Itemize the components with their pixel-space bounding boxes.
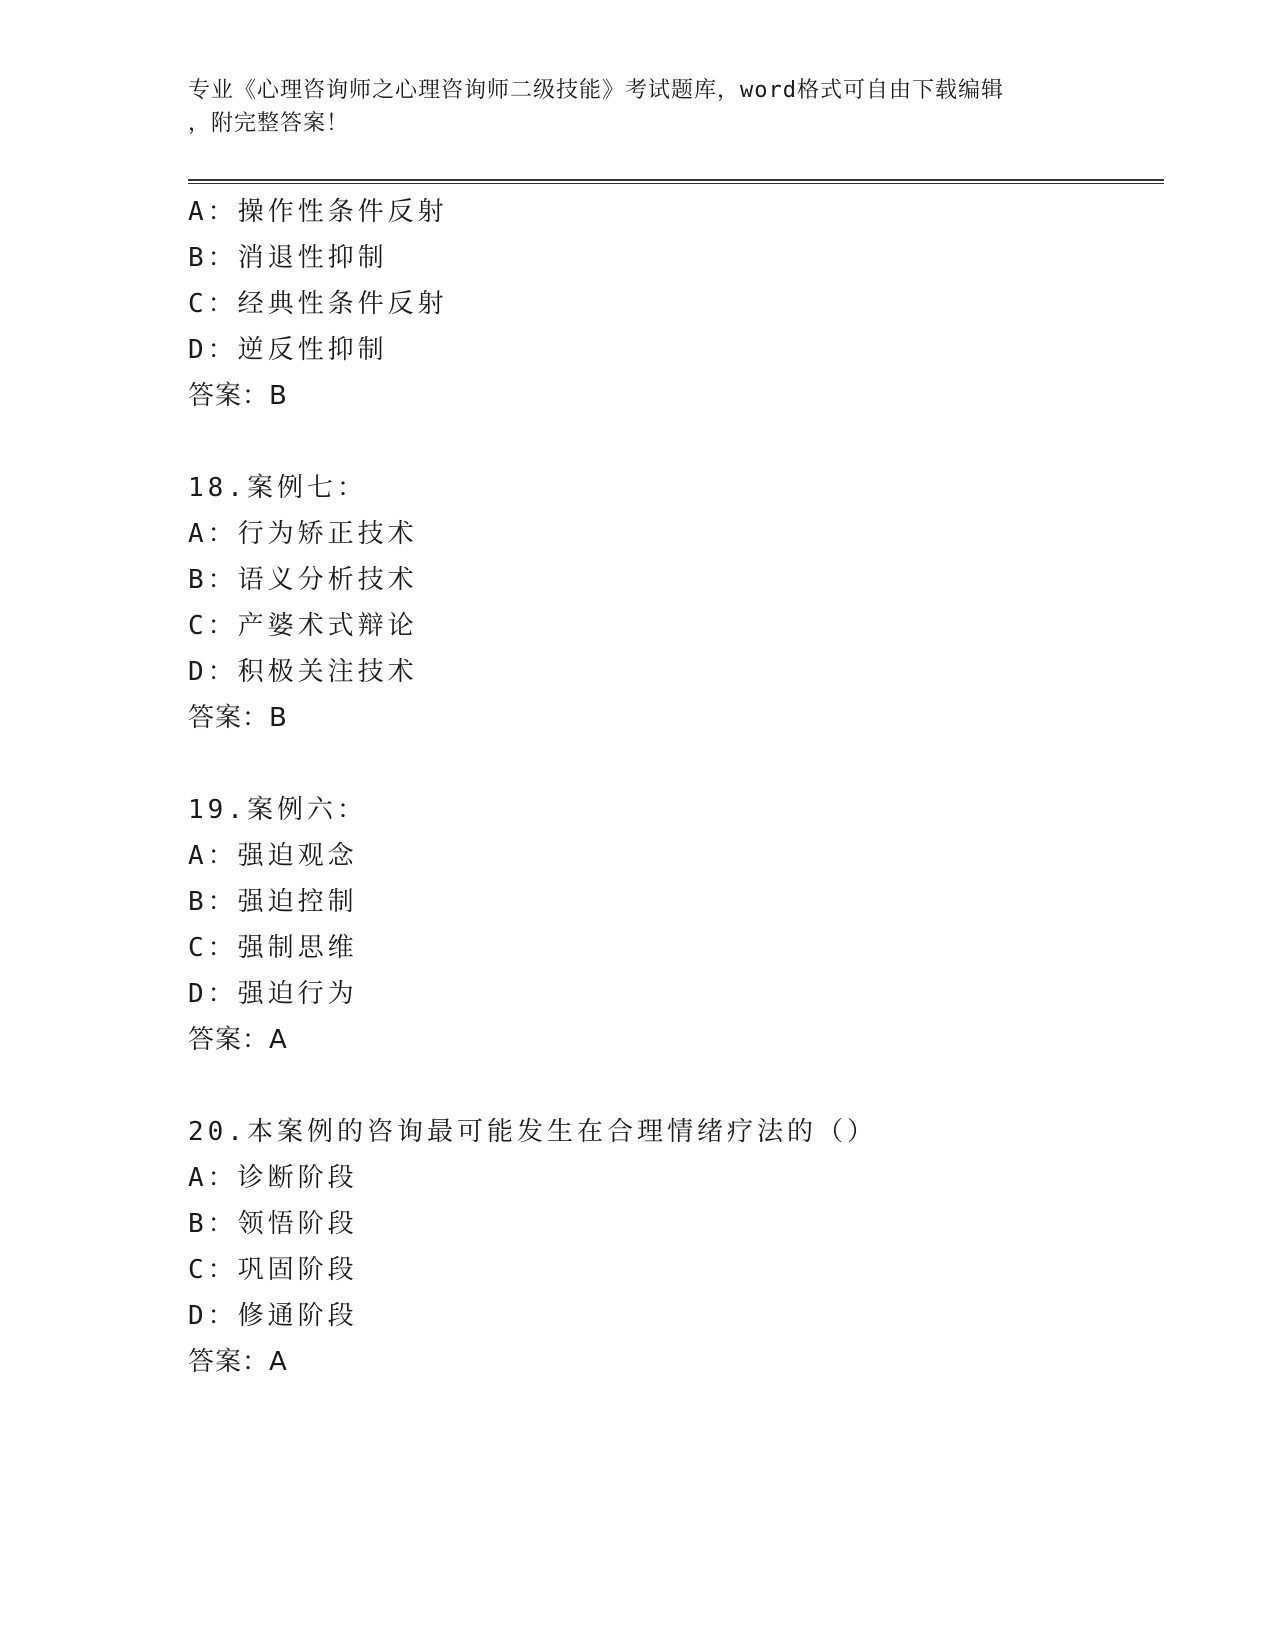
header-line-2: ，附完整答案！ bbox=[188, 111, 350, 136]
option-a: A：强迫观念 bbox=[188, 841, 358, 871]
option-d: D：积极关注技术 bbox=[188, 657, 418, 687]
question-text: 19.案例六： bbox=[188, 795, 367, 825]
question-block-20 bbox=[188, 1109, 1164, 1385]
question-block-19 bbox=[188, 787, 1164, 1063]
option-a: A：诊断阶段 bbox=[188, 1163, 358, 1193]
answer-line: 答案：A bbox=[188, 1025, 288, 1055]
header-line-1: 专业《心理咨询师之心理咨询师二级技能》考试题库，word格式可自由下载编辑 bbox=[188, 78, 1004, 103]
option-c: C：产婆术式辩论 bbox=[188, 611, 418, 641]
answer-line: 答案：A bbox=[188, 1347, 288, 1377]
spacer bbox=[188, 1063, 1164, 1109]
option-a: A：行为矫正技术 bbox=[188, 519, 418, 549]
option-d: D：逆反性抑制 bbox=[188, 335, 388, 365]
answer-line: 答案：B bbox=[188, 381, 288, 411]
document-header bbox=[188, 74, 1088, 140]
option-b: B：消退性抑制 bbox=[188, 243, 388, 273]
question-text: 18.案例七： bbox=[188, 473, 367, 503]
question-text: 20.本案例的咨询最可能发生在合理情绪疗法的（） bbox=[188, 1117, 877, 1147]
option-b: B：领悟阶段 bbox=[188, 1209, 358, 1239]
question-list bbox=[188, 189, 1164, 1385]
option-b: B：强迫控制 bbox=[188, 887, 358, 917]
option-a: A：操作性条件反射 bbox=[188, 197, 448, 227]
option-c: C：经典性条件反射 bbox=[188, 289, 448, 319]
question-block-18 bbox=[188, 465, 1164, 741]
spacer bbox=[188, 741, 1164, 787]
spacer bbox=[188, 419, 1164, 465]
option-d: D：修通阶段 bbox=[188, 1301, 358, 1331]
answer-line: 答案：B bbox=[188, 703, 288, 733]
option-d: D：强迫行为 bbox=[188, 979, 358, 1009]
option-c: C：强制思维 bbox=[188, 933, 358, 963]
header-divider bbox=[188, 179, 1164, 184]
option-b: B：语义分析技术 bbox=[188, 565, 418, 595]
option-c: C：巩固阶段 bbox=[188, 1255, 358, 1285]
question-block-17 bbox=[188, 189, 1164, 419]
